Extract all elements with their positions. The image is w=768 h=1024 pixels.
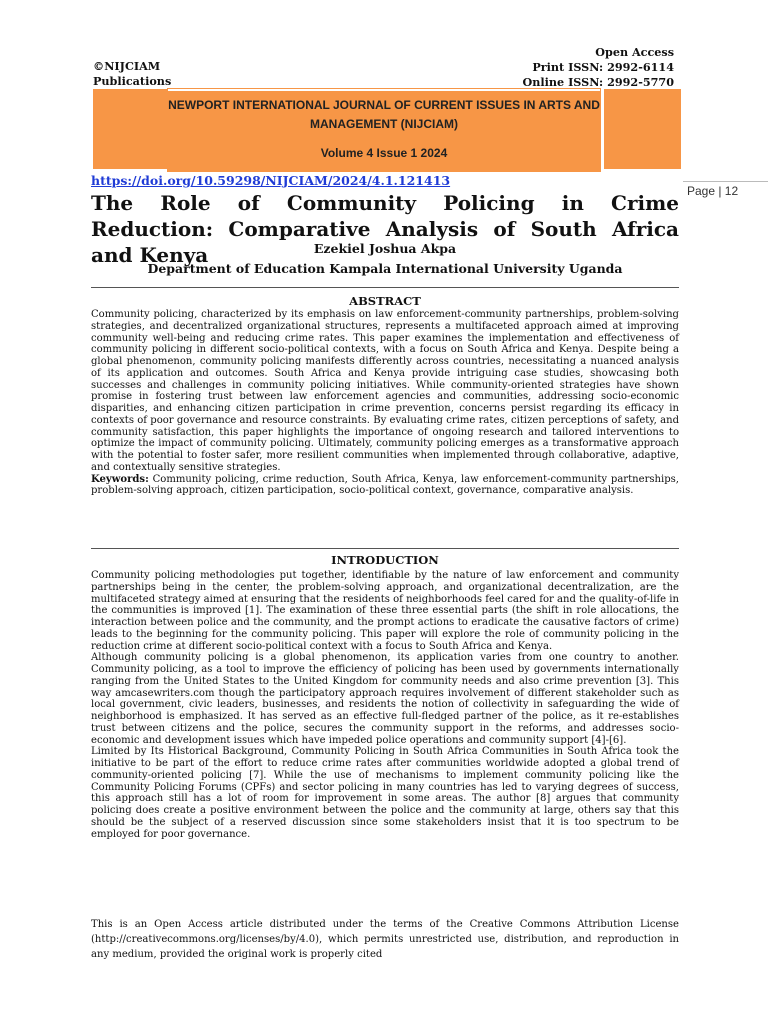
banner-right-block <box>604 89 681 169</box>
abstract-heading: ABSTRACT <box>349 294 421 308</box>
introduction-top-rule <box>91 548 679 549</box>
journal-name-line1: NEWPORT INTERNATIONAL JOURNAL OF CURRENT ISSUES IN ARTS AND <box>168 98 600 112</box>
open-access-label: Open Access <box>595 45 674 59</box>
publisher-block <box>93 59 171 89</box>
publisher-label: Publications <box>93 74 172 88</box>
keywords-paragraph <box>91 474 679 498</box>
abstract-text: Community policing, characterized by its emphasis on law enforcement-community partnerships, problem-solving strategies, and decentralized organizational structures, represents a multifaceted approach aimed at improving community well-being and reducing crime rates. This paper examines the implementation and effectiveness of community policing in different socio-political contexts, with a focus on South Africa and Kenya. Despite being a global phenomenon, community policing manifests differently across countries, necessitating a nuanced analysis of its application and outcomes. South Africa and Kenya provide intriguing case studies, showcasing both successes and challenges in community policing initiatives. While community-oriented strategies have shown promise in fostering trust between law enforcement agencies and communities, addressing socio-economic disparities, and enhancing citizen participation in crime prevention, concerns persist regarding its efficacy in contexts of poor governance and resource constraints. By evaluating crime rates, citizen perceptions of safety, and community satisfaction, this paper highlights the importance of ongoing research and tailored interventions to optimize the impact of community policing. Ultimately, community policing emerges as a transformative approach with the potential to foster safer, more resilient communities when implemented through collaborative, adaptive, and contextually sensitive strategies. <box>91 309 679 473</box>
journal-banner-text <box>168 96 600 163</box>
keywords-label: Keywords: <box>91 473 149 485</box>
print-issn: Print ISSN: 2992-6114 <box>532 60 674 74</box>
page-rule <box>683 181 768 182</box>
doi-link[interactable]: https://doi.org/10.59298/NIJCIAM/2024/4.1.121413 <box>91 173 451 188</box>
intro-paragraph: Although community policing is a global phenomenon, its application varies from one country to another. Community policing, as a tool to improve the efficiency of policing has been used by governments internationally ranging from the United States to the United Kingdom for community needs and also crime prevention [3]. This way amcasewriters.com though the participatory approach requires involvement of different stakeholder such as local government, civic leaders, businesses, and residents the notion of collectivity in safeguarding the wide of neighborhood is emphasized. It has served as an effective full-fledged partner of the police, as it re-establishes trust between citizens and the police, secures the community support in the reforms, and addresses socio-economic and development issues which have impeded police operations and community support [4]-[6]. <box>91 652 679 746</box>
journal-name-line2: MANAGEMENT (NIJCIAM) <box>310 117 458 131</box>
publisher-name: ©NIJCIAM <box>93 59 161 73</box>
banner-left-block <box>93 89 170 169</box>
intro-paragraph: Community policing methodologies put together, identifiable by the nature of law enforcement and community partnerships being in the center, the problem-solving approach, and organizational decentralization, are the multifaceted strategy aimed at ensuring that the residents of neighborhoods feel cared for and the quality-of-life in the communities is improved [1]. The examination of these three essential parts (the shift in role allocations, the interaction between police and the community, and the prompt actions to eradicate the causative factors of crime) leads to the beginning for the community policing. This paper will explore the role of community policing in the reduction crime at different socio-political context with a focus to South Africa and Kenya. <box>91 570 679 652</box>
page-number: Page | 12 <box>687 184 739 198</box>
introduction-heading: INTRODUCTION <box>331 553 439 567</box>
paper-title: The Role of Community Policing in Crime Reduction: Comparative Analysis of South Africa and Kenya <box>91 191 679 267</box>
intro-paragraph: Limited by Its Historical Background, Community Policing in South Africa Communities in South Africa took the initiative to be part of the effort to reduce crime rates after communities worldwide adopted a global trend of community-oriented policing [7]. While the use of mechanisms to implement community policing like the Community Policing Forums (CPFs) and sector policing in many countries has led to varying degrees of success, this approach still has a lot of room for improvement in some areas. The author [8] argues that community policing does create a positive environment between the police and the community at large, others say that this should be the subject of a reserved discussion since some stakeholders insist that it is too spectrum to be employed for poor governance. <box>91 746 679 840</box>
access-block <box>523 45 674 90</box>
abstract-body <box>91 309 679 497</box>
author-name: Ezekiel Joshua Akpa <box>313 241 457 256</box>
introduction-body <box>91 570 679 840</box>
journal-volume: Volume 4 Issue 1 2024 <box>320 146 448 160</box>
online-issn: Online ISSN: 2992-5770 <box>522 75 674 89</box>
license-notice: This is an Open Access article distributed under the terms of the Creative Commons Attribution License (http://creativecommons.org/licenses/by/4.0), which permits unrestricted use, distribution, and reproduction in any medium, provided the original work is properly cited <box>91 919 679 960</box>
keywords-text: Community policing, crime reduction, South Africa, Kenya, law enforcement-community partnerships, problem-solving approach, citizen participation, socio-political context, governance, comparative analysis. <box>91 473 679 497</box>
abstract-top-rule <box>91 287 679 288</box>
author-affiliation: Department of Education Kampala International University Uganda <box>147 261 623 276</box>
